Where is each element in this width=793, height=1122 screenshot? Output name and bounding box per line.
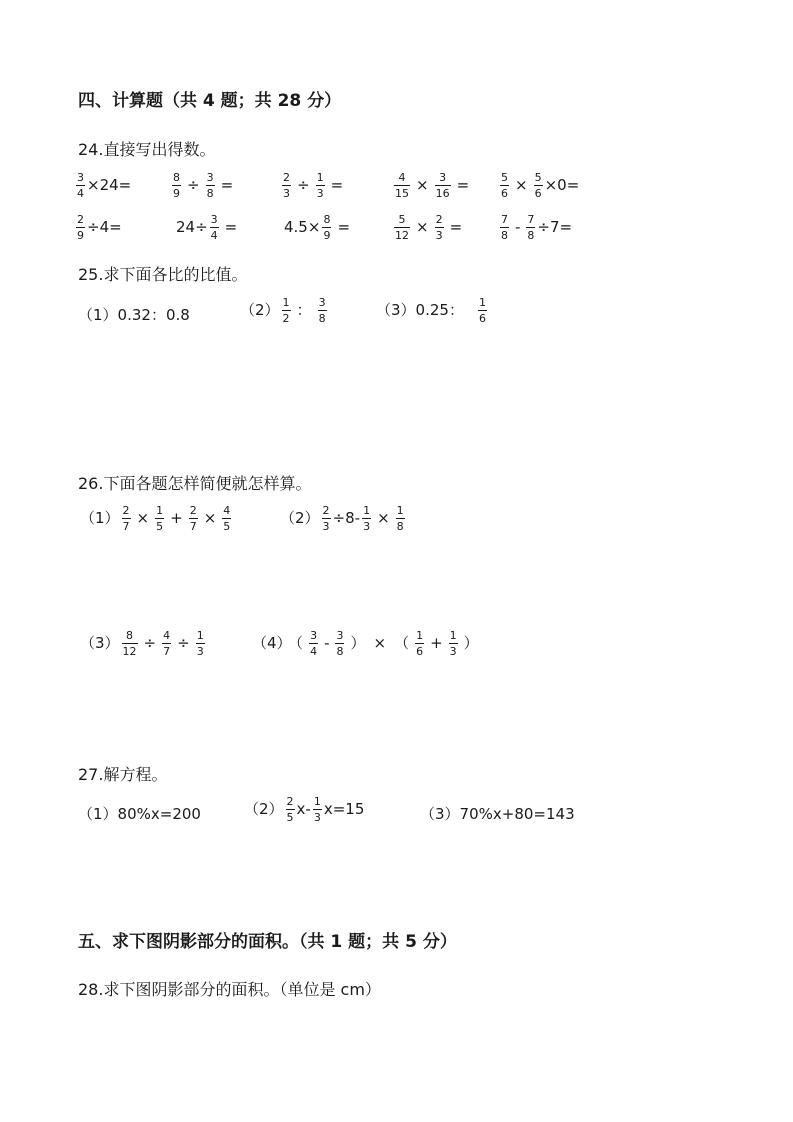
fraction: $\frac{2}{3}$ [322, 504, 330, 533]
operator: × [416, 218, 429, 236]
q27-part-1: （1）80%x=200 [78, 805, 201, 823]
fraction: $\frac{4}{15}$ [395, 171, 409, 200]
operator: × [136, 509, 150, 527]
fraction: $\frac{1}{3}$ [196, 629, 204, 658]
fraction: $\frac{5}{6}$ [534, 171, 542, 200]
q26-part-2 [280, 505, 407, 532]
q25-part-1: （1）0.32：0.8 [78, 306, 190, 324]
fraction: $\frac{2}{3}$ [435, 213, 443, 242]
fraction: $\frac{3}{8}$ [206, 171, 214, 200]
operator: ÷ [177, 634, 190, 652]
operator: ÷ [297, 176, 310, 194]
equals: = [224, 218, 238, 236]
fraction: $\frac{1}{8}$ [396, 504, 404, 533]
part-label: （2） [280, 509, 320, 527]
expr-text: ÷8- [332, 509, 361, 527]
fraction: $\frac{3}{4}$ [310, 629, 318, 658]
fraction: $\frac{1}{6}$ [478, 296, 486, 325]
part-label: （2） [240, 301, 280, 319]
expr-text: 24÷ [176, 218, 208, 236]
equals: = [330, 176, 344, 194]
part-label: （1） [80, 509, 120, 527]
operator: + [430, 634, 443, 652]
fraction: $\frac{7}{8}$ [527, 213, 535, 242]
section-4-title: 四、计算题（共 4 题；共 28 分） [78, 91, 342, 111]
operator: - [515, 218, 521, 236]
operator: × [203, 509, 217, 527]
q24-r1-d [392, 172, 473, 199]
operator: × [373, 634, 387, 652]
expr-text: ×0= [544, 176, 580, 194]
operator: ÷ [143, 634, 157, 652]
q26-part-3 [80, 630, 207, 657]
operator: × [515, 176, 528, 194]
fraction: $\frac{4}{5}$ [223, 504, 231, 533]
q24-r2-a [74, 214, 122, 241]
expr-text: ÷4= [87, 218, 122, 236]
q28-title: 28.求下图阴影部分的面积。（单位是 cm） [78, 980, 381, 999]
equals: = [220, 176, 234, 194]
q24-r2-e [498, 214, 572, 241]
fraction: $\frac{1}{3}$ [363, 504, 371, 533]
q26-title: 26.下面各题怎样简便就怎样算。 [78, 474, 312, 493]
equals: = [337, 218, 351, 236]
fraction: $\frac{1}{5}$ [156, 504, 164, 533]
q25-title: 25.求下面各比的比值。 [78, 265, 248, 284]
q24-r1-a [74, 172, 131, 199]
q24-r1-c [280, 172, 347, 199]
part-label: （3）0.25： [376, 301, 464, 319]
fraction: $\frac{3}{4}$ [210, 213, 218, 242]
q24-r2-b [176, 214, 241, 241]
paren: （ [295, 634, 304, 652]
fraction: $\frac{5}{6}$ [501, 171, 508, 200]
expr-text: x=15 [323, 800, 365, 818]
expr-text: 4.5× [284, 218, 321, 236]
fraction: $\frac{2}{9}$ [77, 213, 84, 242]
equals: = [456, 176, 470, 194]
ratio-sep: ： [296, 301, 312, 319]
fraction: $\frac{2}{7}$ [122, 504, 130, 533]
fraction: $\frac{7}{8}$ [501, 213, 508, 242]
part-label: （4） [252, 634, 292, 652]
fraction: $\frac{1}{3}$ [316, 171, 324, 200]
fraction: $\frac{1}{3}$ [313, 795, 321, 824]
part-label: （2） [244, 800, 284, 818]
fraction: $\frac{3}{8}$ [318, 296, 326, 325]
q25-part-3 [376, 297, 489, 324]
fraction: $\frac{4}{7}$ [163, 629, 171, 658]
q24-r2-c [284, 214, 354, 241]
operator: × [377, 509, 390, 527]
q24-r1-e [498, 172, 579, 199]
paren: ） [463, 634, 479, 652]
fraction: $\frac{3}{16}$ [435, 171, 450, 200]
q24-r1-b [170, 172, 237, 199]
expr-text: ×24= [87, 176, 132, 194]
fraction: $\frac{8}{9}$ [173, 171, 180, 200]
fraction: $\frac{3}{4}$ [77, 171, 84, 200]
q27-part-2 [244, 796, 364, 823]
fraction: $\frac{1}{3}$ [449, 629, 457, 658]
q24-r2-d [392, 214, 466, 241]
fraction: $\frac{8}{9}$ [323, 213, 331, 242]
fraction: $\frac{2}{3}$ [283, 171, 290, 200]
q27-part-3: （3）70%x+80=143 [420, 805, 575, 823]
fraction: $\frac{3}{8}$ [336, 629, 344, 658]
fraction: $\frac{1}{2}$ [282, 296, 290, 325]
q27-title: 27.解方程。 [78, 765, 168, 784]
fraction: $\frac{2}{7}$ [189, 504, 197, 533]
q26-part-1 [80, 505, 233, 532]
q26-part-4 [252, 630, 483, 657]
q24-title: 24.直接写出得数。 [78, 140, 216, 159]
fraction: $\frac{8}{12}$ [122, 629, 137, 658]
operator: - [324, 634, 330, 652]
equals: = [449, 218, 463, 236]
section-5-title: 五、求下图阴影部分的面积。（共 1 题；共 5 分） [78, 932, 457, 952]
paren: （ [394, 634, 410, 652]
fraction: $\frac{2}{5}$ [286, 795, 294, 824]
fraction: $\frac{1}{6}$ [416, 629, 424, 658]
expr-text: ÷7= [537, 218, 573, 236]
expr-text: x- [296, 800, 311, 818]
q25-part-2 [240, 297, 329, 324]
fraction: $\frac{5}{12}$ [395, 213, 409, 242]
operator: + [170, 509, 183, 527]
paren: ） [350, 634, 366, 652]
operator: × [416, 176, 429, 194]
operator: ÷ [187, 176, 200, 194]
part-label: （3） [80, 634, 120, 652]
